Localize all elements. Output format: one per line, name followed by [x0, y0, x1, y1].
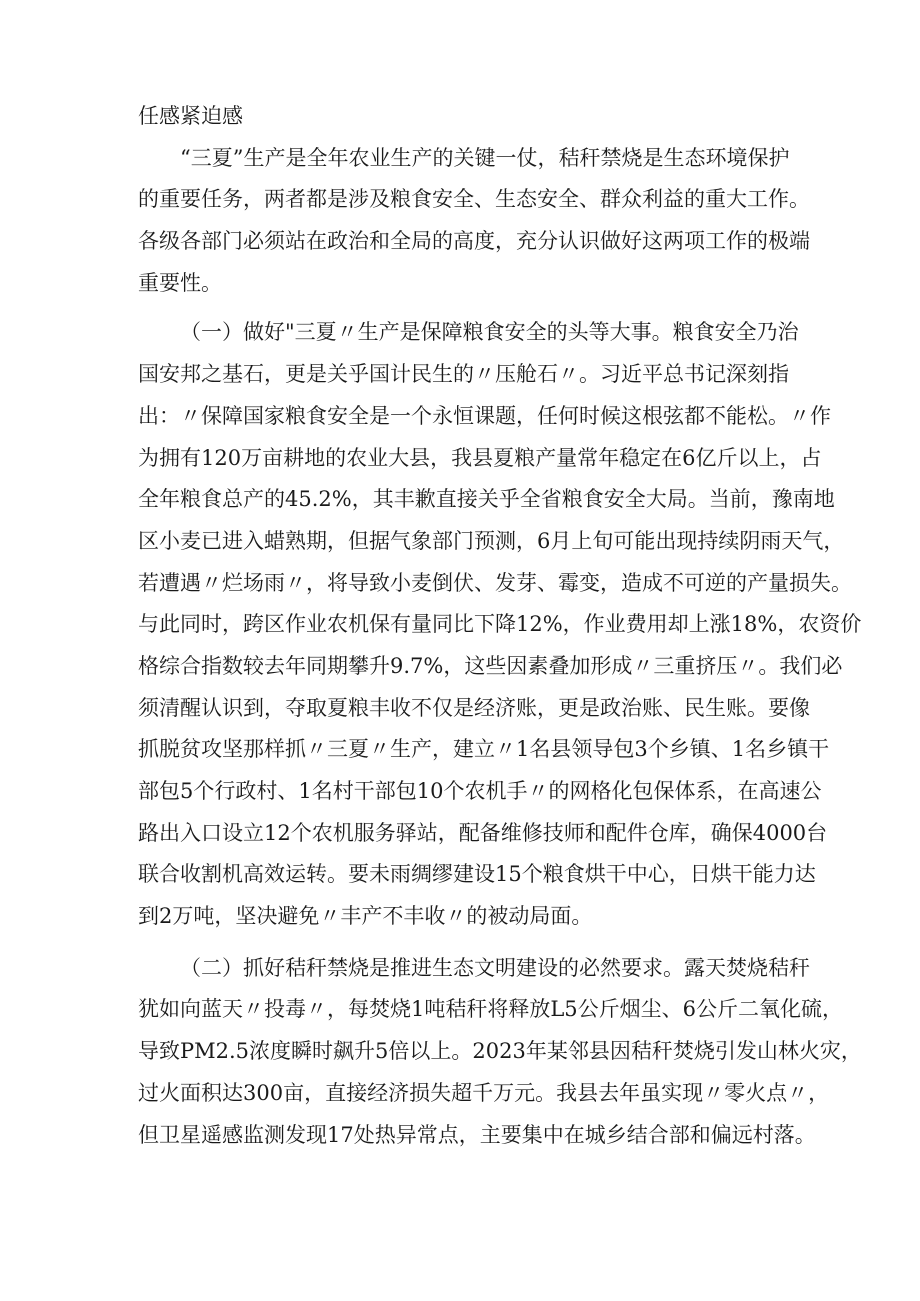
text-line: 为拥有120万亩耕地的农业大县，我县夏粮产量常年稳定在6亿斤以上，占 — [138, 445, 822, 470]
text-line: 的重要任务，两者都是涉及粮食安全、生态安全、群众利益的重大工作。 — [138, 187, 810, 212]
text-line: 到2万吨，坚决避免〃丰产不丰收〃的被动局面。 — [138, 904, 593, 929]
text-line: 若遭遇〃烂场雨〃，将导致小麦倒伏、发芽、霉变，造成不可逆的产量损失。 — [138, 570, 852, 595]
text-line: 导致PM2.5浓度瞬时飙升5倍以上。2023年某邻县因秸秆焚烧引发山林火灾， — [138, 1039, 862, 1064]
text-line: 犹如向蓝天〃投毒〃，每焚烧1吨秸秆将释放L5公斤烟尘、6公斤二氧化硫， — [138, 997, 844, 1022]
text-line: 须清醒认识到，夺取夏粮丰收不仅是经济账，更是政治账、民生账。要像 — [138, 695, 810, 720]
text-line: 但卫星遥感监测发现17处热异常点，主要集中在城乡结合部和偏远村落。 — [138, 1122, 816, 1147]
paragraph-straw-burning — [138, 948, 862, 1156]
text-line: 国安邦之基石，更是关乎国计民生的〃压舱石〃。习近平总书记深刻指 — [138, 362, 789, 387]
text-line: “三夏”生产是全年农业生产的关键一仗，秸秆禁烧是生态环境保护 — [180, 145, 790, 170]
text-line: 部包5个行政村、1名村干部包10个农机手〃的网格化包保体系，在高速公 — [138, 779, 822, 803]
text-line: 联合收割机高效运转。要未雨绸缪建设15个粮食烘干中心，日烘干能力达 — [138, 862, 816, 887]
paragraph-grain-security — [138, 312, 862, 937]
text-line: （一）做好"三夏〃生产是保障粮食安全的头等大事。粮食安全乃治 — [180, 320, 799, 345]
text-line: 与此同时，跨区作业农机保有量同比下降12%，作业费用却上涨18%，农资价 — [138, 612, 862, 637]
text-line: 出：〃保障国家粮食安全是一个永恒课题，任何时候这根弦都不能松。〃作 — [138, 403, 831, 428]
text-line: （二）抓好秸秆禁烧是推进生态文明建设的必然要求。露天焚烧秸秆 — [180, 955, 810, 980]
text-line: 区小麦已进入蜡熟期，但据气象部门预测，6月上旬可能出现持续阴雨天气， — [138, 528, 845, 553]
heading-fragment: 任感紧迫感 — [138, 104, 243, 128]
text-line: 重要性。 — [138, 270, 222, 295]
text-line: 过火面积达300亩，直接经济损失超千万元。我县去年虽实现〃零火点〃， — [138, 1080, 830, 1105]
text-line: 各级各部门必须站在政治和全局的高度，充分认识做好这两项工作的极端 — [138, 229, 810, 254]
text-line: 格综合指数较去年同期攀升9.7%，这些因素叠加形成〃三重挤压〃。我们必 — [138, 653, 843, 678]
document-body — [138, 96, 862, 1156]
text-line: 全年粮食总产的45.2%，其丰歉直接关乎全省粮食安全大局。当前，豫南地 — [138, 487, 835, 512]
text-line: 路出入口设立12个农机服务驿站，配备维修技师和配件仓库，确保4000台 — [138, 820, 828, 845]
text-line: 抓脱贫攻坚那样抓〃三夏〃生产，建立〃1名县领导包3个乡镇、1名乡镇干 — [138, 737, 830, 762]
paragraph-intro — [138, 138, 810, 305]
